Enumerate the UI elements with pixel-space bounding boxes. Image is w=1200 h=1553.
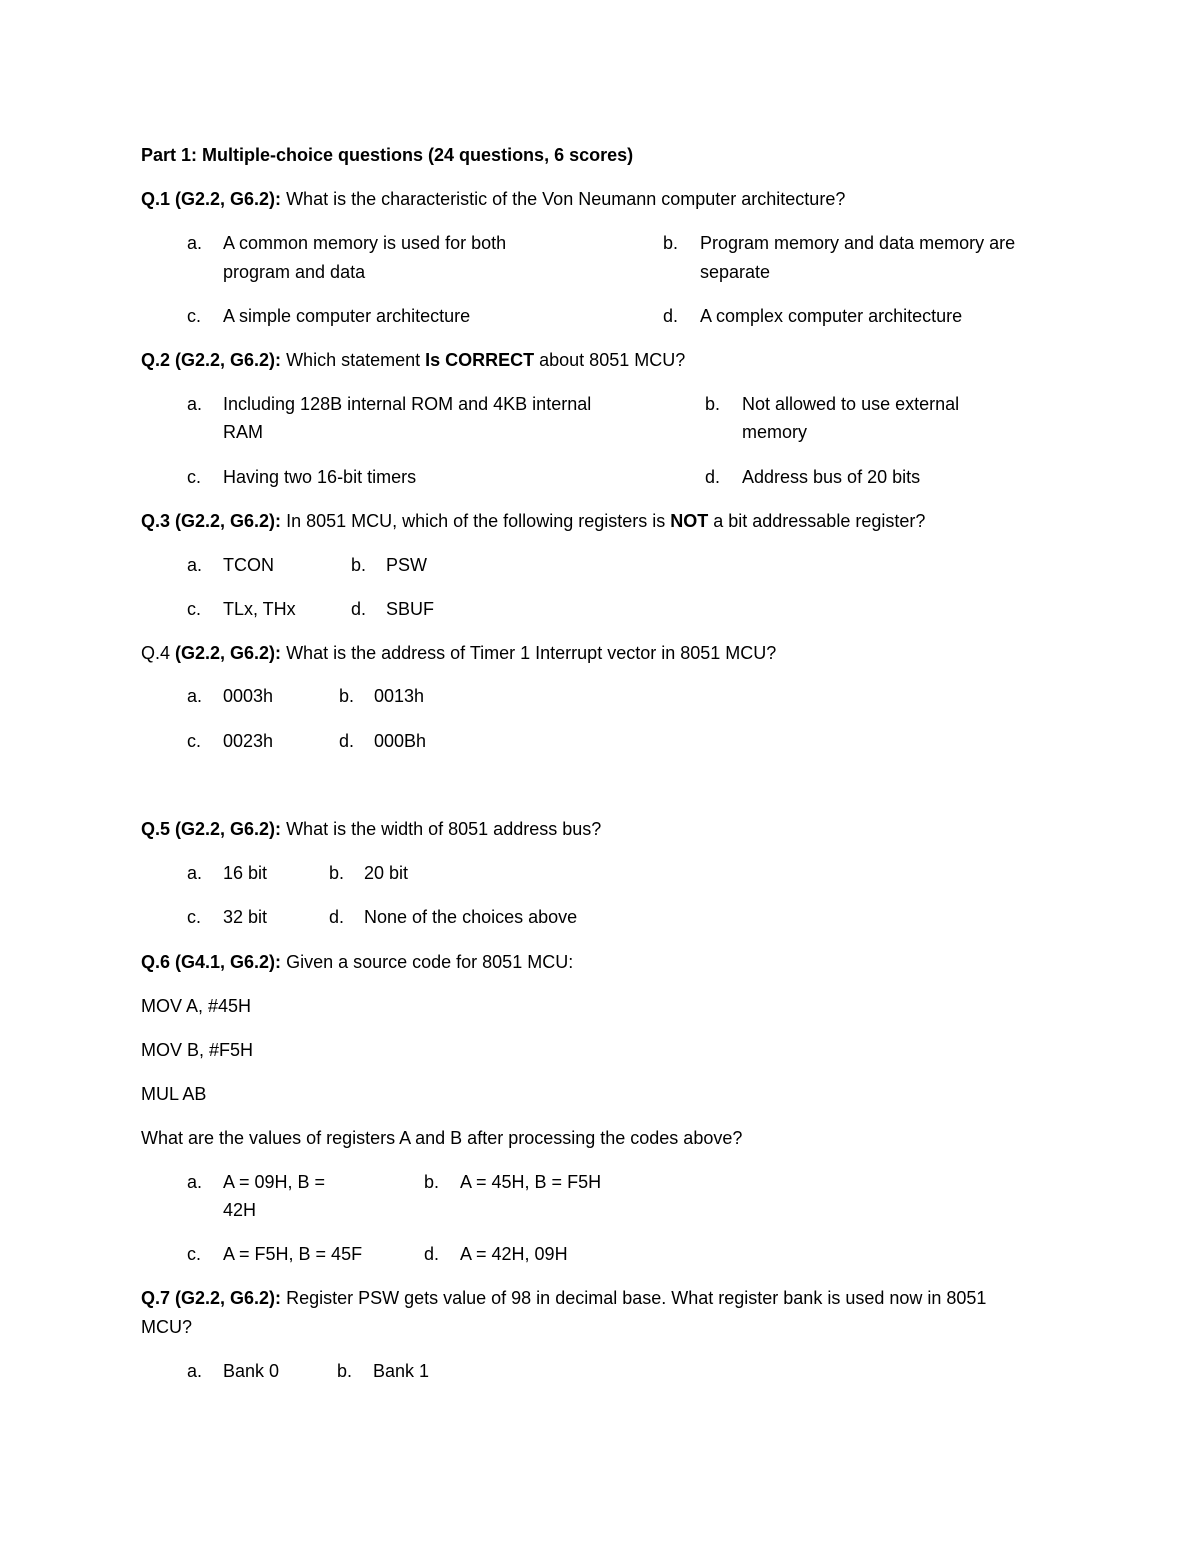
question-number: Q.7 — [141, 1288, 171, 1308]
option-text-line1: A common memory is used for both — [223, 233, 507, 253]
option-text-line1: TCON — [223, 555, 274, 575]
question-3-stem — [141, 507, 925, 535]
question-text: Register PSW gets value of 98 in decimal base. What register bank is used now in 8051 — [281, 1288, 987, 1308]
option-text-line1: TLx, THx — [223, 599, 296, 619]
option-text-line1: A complex computer architecture — [700, 306, 963, 326]
option-text-line1: 0003h — [223, 686, 274, 706]
question-text-continued: MCU? — [141, 1317, 193, 1337]
option-letter: a. — [187, 686, 203, 706]
question-text: about 8051 MCU? — [534, 350, 686, 370]
option-text-line1: 000Bh — [374, 731, 427, 751]
code-line: MOV B, #F5H — [141, 1040, 254, 1060]
option-letter: c. — [187, 1244, 202, 1264]
question-text: Which statement — [281, 350, 426, 370]
question-tag: (G2.2, G6.2): — [170, 819, 282, 839]
option-text-line2: RAM — [223, 422, 263, 442]
code-line: MOV A, #45H — [141, 996, 252, 1016]
option-text-line1: Having two 16-bit timers — [223, 467, 417, 487]
question-number: Q.5 — [141, 819, 171, 839]
option-text-line1: 0023h — [223, 731, 274, 751]
option-letter: d. — [424, 1244, 440, 1264]
option-text-line1: A = F5H, B = 45F — [223, 1244, 363, 1264]
question-2-stem — [141, 346, 685, 374]
question-tag: (G2.2, G6.2): — [170, 511, 282, 531]
option-text-line2: memory — [742, 422, 808, 442]
question-1-stem — [141, 185, 845, 213]
option-text-line2: program and data — [223, 262, 366, 282]
question-7-stem — [141, 1284, 986, 1312]
option-text-line1: Address bus of 20 bits — [742, 467, 921, 487]
option-letter: b. — [663, 233, 679, 253]
question-text: Given a source code for 8051 MCU: — [281, 952, 574, 972]
option-letter: d. — [351, 599, 367, 619]
option-text-line1: A simple computer architecture — [223, 306, 471, 326]
option-text-line1: Including 128B internal ROM and 4KB internal — [223, 394, 592, 414]
code-line: MUL AB — [141, 1084, 207, 1104]
option-text-line1: 16 bit — [223, 863, 268, 883]
option-letter: b. — [329, 863, 345, 883]
question-text: What is the characteristic of the Von Neumann computer architecture? — [281, 189, 846, 209]
option-text-line1: SBUF — [386, 599, 435, 619]
part-title: Part 1: Multiple-choice questions (24 questions, 6 scores) — [141, 145, 634, 165]
question-tag: (G4.1, G6.2): — [170, 952, 282, 972]
option-text-line1: Bank 1 — [373, 1361, 430, 1381]
option-text-line1: Bank 0 — [223, 1361, 280, 1381]
option-letter: a. — [187, 394, 203, 414]
question-emphasis: Is CORRECT — [425, 350, 535, 370]
option-text-line1: 32 bit — [223, 907, 268, 927]
question-text: a bit addressable register? — [708, 511, 926, 531]
option-letter: c. — [187, 306, 202, 326]
option-letter: b. — [424, 1172, 440, 1192]
question-emphasis: NOT — [670, 511, 709, 531]
option-letter: a. — [187, 555, 203, 575]
option-letter: a. — [187, 1172, 203, 1192]
question-text: What is the width of 8051 address bus? — [281, 819, 602, 839]
option-letter: c. — [187, 907, 202, 927]
question-text: In 8051 MCU, which of the following registers is — [281, 511, 671, 531]
option-letter: d. — [329, 907, 345, 927]
question-number: Q.3 — [141, 511, 171, 531]
question-number: Q.2 — [141, 350, 171, 370]
option-letter: d. — [339, 731, 355, 751]
option-letter: a. — [187, 863, 203, 883]
option-letter: b. — [337, 1361, 353, 1381]
option-letter: b. — [339, 686, 355, 706]
question-tag: (G2.2, G6.2): — [170, 643, 282, 663]
option-letter: b. — [705, 394, 721, 414]
question-text: What is the address of Timer 1 Interrupt vector in 8051 MCU? — [281, 643, 777, 663]
option-text-line1: A = 42H, 09H — [460, 1244, 568, 1264]
option-text-line1: A = 45H, B = F5H — [460, 1172, 602, 1192]
option-text-line2: separate — [700, 262, 771, 282]
option-letter: c. — [187, 467, 202, 487]
option-text-line1: PSW — [386, 555, 428, 575]
option-text-line2: 42H — [223, 1200, 257, 1220]
question-number: Q.6 — [141, 952, 171, 972]
option-text-line1: None of the choices above — [364, 907, 578, 927]
question-followup: What are the values of registers A and B after processing the codes above? — [141, 1128, 743, 1148]
option-text-line1: A = 09H, B = — [223, 1172, 326, 1192]
option-text-line1: 20 bit — [364, 863, 409, 883]
question-6-stem — [141, 948, 573, 976]
option-letter: c. — [187, 599, 202, 619]
option-letter: c. — [187, 731, 202, 751]
option-letter: d. — [705, 467, 721, 487]
question-tag: (G2.2, G6.2): — [170, 1288, 282, 1308]
question-tag: (G2.2, G6.2): — [170, 189, 282, 209]
option-letter: d. — [663, 306, 679, 326]
option-letter: b. — [351, 555, 367, 575]
question-4-stem — [141, 639, 776, 667]
option-text-line1: Program memory and data memory are — [700, 233, 1016, 253]
option-text-line1: 0013h — [374, 686, 425, 706]
question-5-stem — [141, 815, 601, 843]
option-letter: a. — [187, 233, 203, 253]
option-text-line1: Not allowed to use external — [742, 394, 960, 414]
question-number: Q.4 — [141, 643, 171, 663]
question-tag: (G2.2, G6.2): — [170, 350, 282, 370]
option-letter: a. — [187, 1361, 203, 1381]
question-number: Q.1 — [141, 189, 171, 209]
